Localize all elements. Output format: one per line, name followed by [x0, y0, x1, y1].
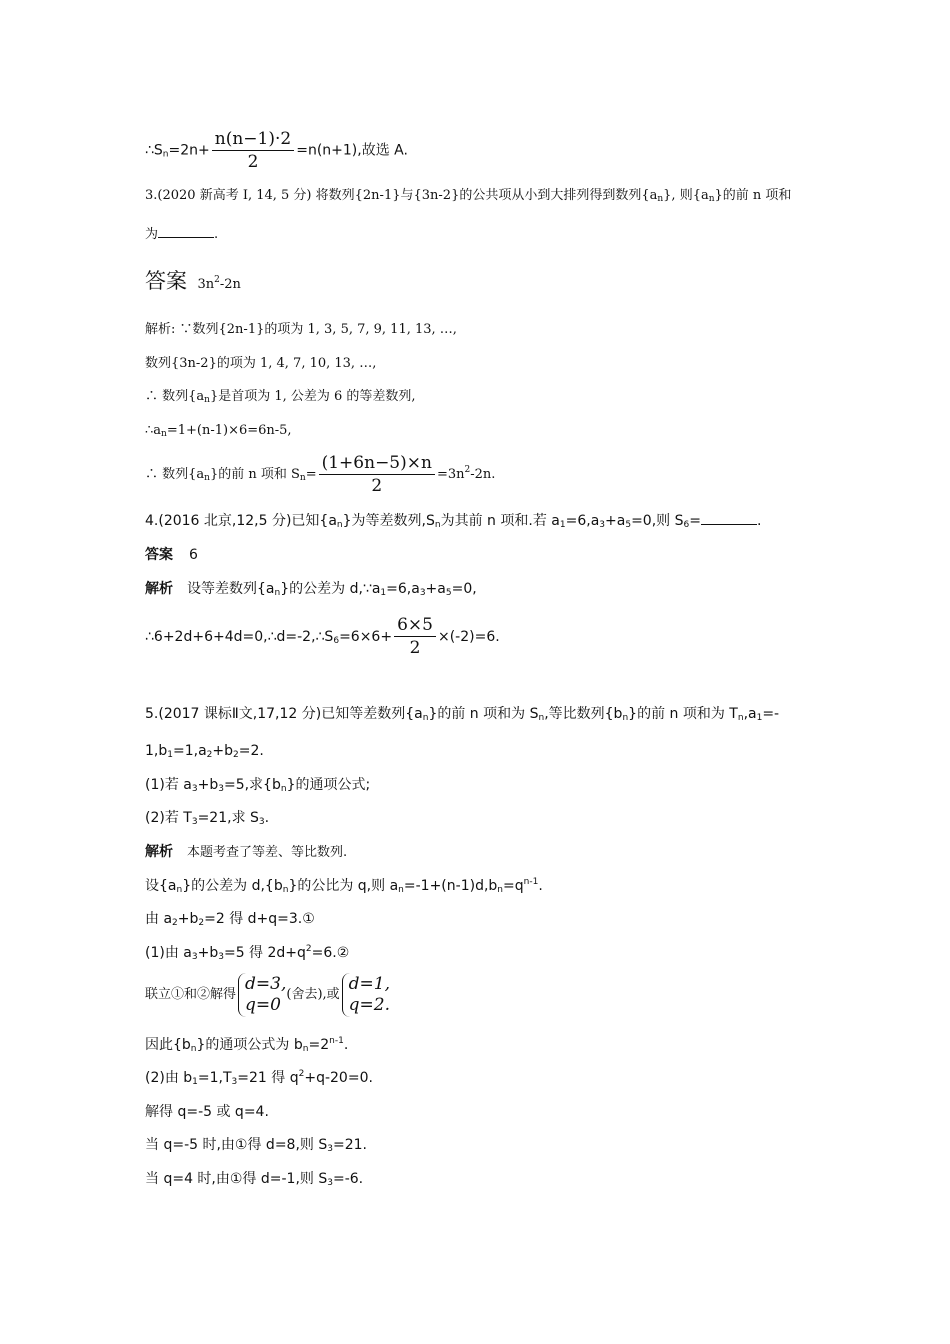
solution-5-line1: 设$\{a_n\}$的公差为 $d,\{b_n\}$的公比为 q,则 $a_n=-1+(n-1)d,b_n=q^{n-1}$.	[145, 877, 543, 895]
solution-5-system: 联立①和②解得 d=3, q=0 (舍去),或 d=1, q=2.	[145, 974, 391, 1015]
solution-3-line5: ∴ 数列$\{a_n\}$的前 n 项和 $S_n=$ $\frac{(1+6n-5)\times n}{2}$ $=3n^2-2n$.	[145, 453, 496, 496]
question-5-line2: $1,b_1=1,a_2+b_2=2$.	[145, 743, 264, 760]
solution-5-line8: 当 q=-5 时,由①得 d=8,则 $S_3=21$.	[145, 1137, 367, 1154]
answer-blank	[701, 512, 757, 525]
equation-system-1: d=3, q=0	[238, 973, 286, 1017]
question-4-line1: 4.(2016 北京,12,5 分)已知$\{a_n\}$为等差数列$,S_n$为其前 n 项和.若 $a_1=6,a_3+a_5=0$,则 $S_6=$ .	[145, 513, 762, 530]
solution-5-line6: (2)由 $b_1=1,T_3=21$ 得 $q^2+q-20=0$.	[145, 1069, 373, 1087]
solution-5-line5: 因此$\{b_n\}$的通项公式为 $b_n=2^{n-1}$.	[145, 1036, 349, 1054]
solution-3-line1: 解析: ∵数列{2n-1}的项为 1, 3, 5, 7, 9, 11, 13, …,	[145, 322, 457, 337]
sum-formula-line: $\therefore S_n=2n+$ $\frac{n(n-1)\cdot 2}{2}$ =n(n+1),故选 A.	[145, 129, 408, 172]
answer-blank	[158, 225, 214, 238]
solution-4-line2: $\therefore 6+2d+6+4d=0,\therefore d=-2,\therefore S_6=6\times 6+$ $\frac{6\times 5}{2}$ ×(-2)=6.	[145, 615, 500, 658]
fraction: $\frac{n(n-1)\cdot 2}{2}$	[212, 128, 294, 173]
equation-system-2: d=1, q=2.	[342, 973, 390, 1017]
question-3-line1: 3.(2020 新高考 Ⅰ, 14, 5 分) 将数列{2n-1}与{3n-2}的公共项从小到大排列得到数列$\{a_n\}$, 则$\{a_n\}$的前 n 项和	[145, 188, 792, 204]
fraction: $\frac{(1+6n-5)\times n}{2}$	[319, 452, 435, 497]
solution-3-line3: ∴ 数列$\{a_n\}$是首项为 1, 公差为 6 的等差数列,	[145, 389, 416, 405]
solution-3-line2: 数列{3n-2}的项为 1, 4, 7, 10, 13, …,	[145, 356, 377, 371]
question-3-line2: 为 .	[145, 227, 219, 242]
solution-5-line2: 由 $a_2+b_2=2$ 得 d+q=3.①	[145, 911, 315, 928]
solution-3-line4: $\therefore a_n=1+(n-1)\times 6=6n-5$,	[145, 423, 292, 439]
solution-5-line9: 当 q=4 时,由①得 d=-1,则 $S_3=-6$.	[145, 1171, 364, 1188]
solution-5-intro: 解析 本题考查了等差、等比数列.	[145, 844, 348, 860]
answer-3: 答案 $3n^2-2n$	[145, 269, 241, 293]
question-5-part1: (1)若 $a_3+b_3=5$,求$\{b_n\}$的通项公式;	[145, 777, 371, 794]
solution-5-line7: 解得 q=-5 或 q=4.	[145, 1104, 269, 1120]
question-5-part2: (2)若 $T_3=21$,求 $S_3$.	[145, 810, 270, 827]
solution-4-line1: 解析 设等差数列$\{a_n\}$的公差为 $d,\because a_1=6,a_3+a_5=0$,	[145, 581, 477, 598]
question-5-line1: 5.(2017 课标Ⅱ文,17,12 分)已知等差数列$\{a_n\}$的前 n 项和为 $S_n$,等比数列$\{b_n\}$的前 n 项和为 $T_n,a_1=-$	[145, 706, 780, 723]
solution-5-line3: (1)由 $a_3+b_3=5$ 得 $2d+q^2=6.②$	[145, 944, 350, 962]
answer-4: 答案 6	[145, 547, 198, 563]
fraction: $\frac{6\times 5}{2}$	[394, 614, 436, 659]
